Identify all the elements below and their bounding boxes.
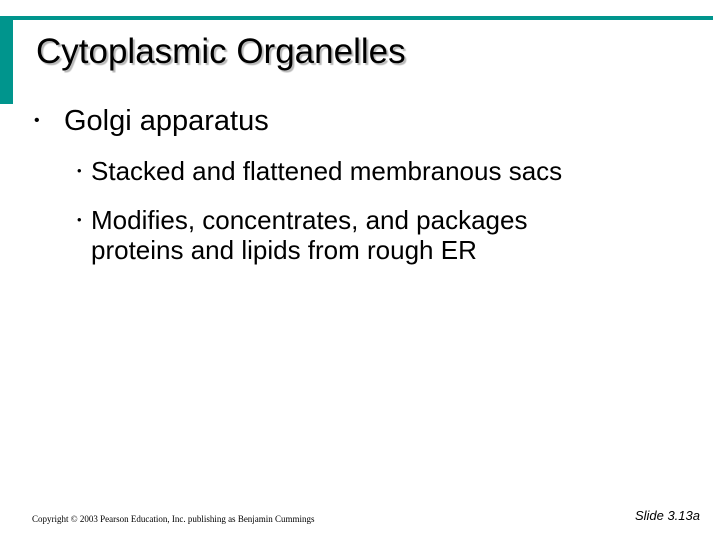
sub-bullet-text [91,205,527,265]
sub-bullet-1 [77,156,562,186]
sub-bullet-line-1: Modifies, concentrates, and packages [91,205,528,235]
bullet-level1 [34,103,269,139]
slide-title: Cytoplasmic Organelles [36,32,406,71]
accent-bar-horizontal [0,16,713,20]
sub-bullet-2 [77,205,527,265]
bullet-dot-icon: • [34,112,40,129]
bullet-dot-icon: • [77,163,82,178]
sub-bullet-line-2: proteins and lipids from rough ER [91,235,477,265]
bullet-text: Golgi apparatus [64,105,269,137]
sub-bullet-text: Stacked and flattened membranous sacs [91,156,563,186]
accent-bar-vertical [0,16,13,104]
slide-number: Slide 3.13a [634,508,700,523]
bullet-dot-icon: • [77,212,82,227]
copyright-notice: Copyright © 2003 Pearson Education, Inc. publishing as Benjamin Cummings [32,514,315,524]
